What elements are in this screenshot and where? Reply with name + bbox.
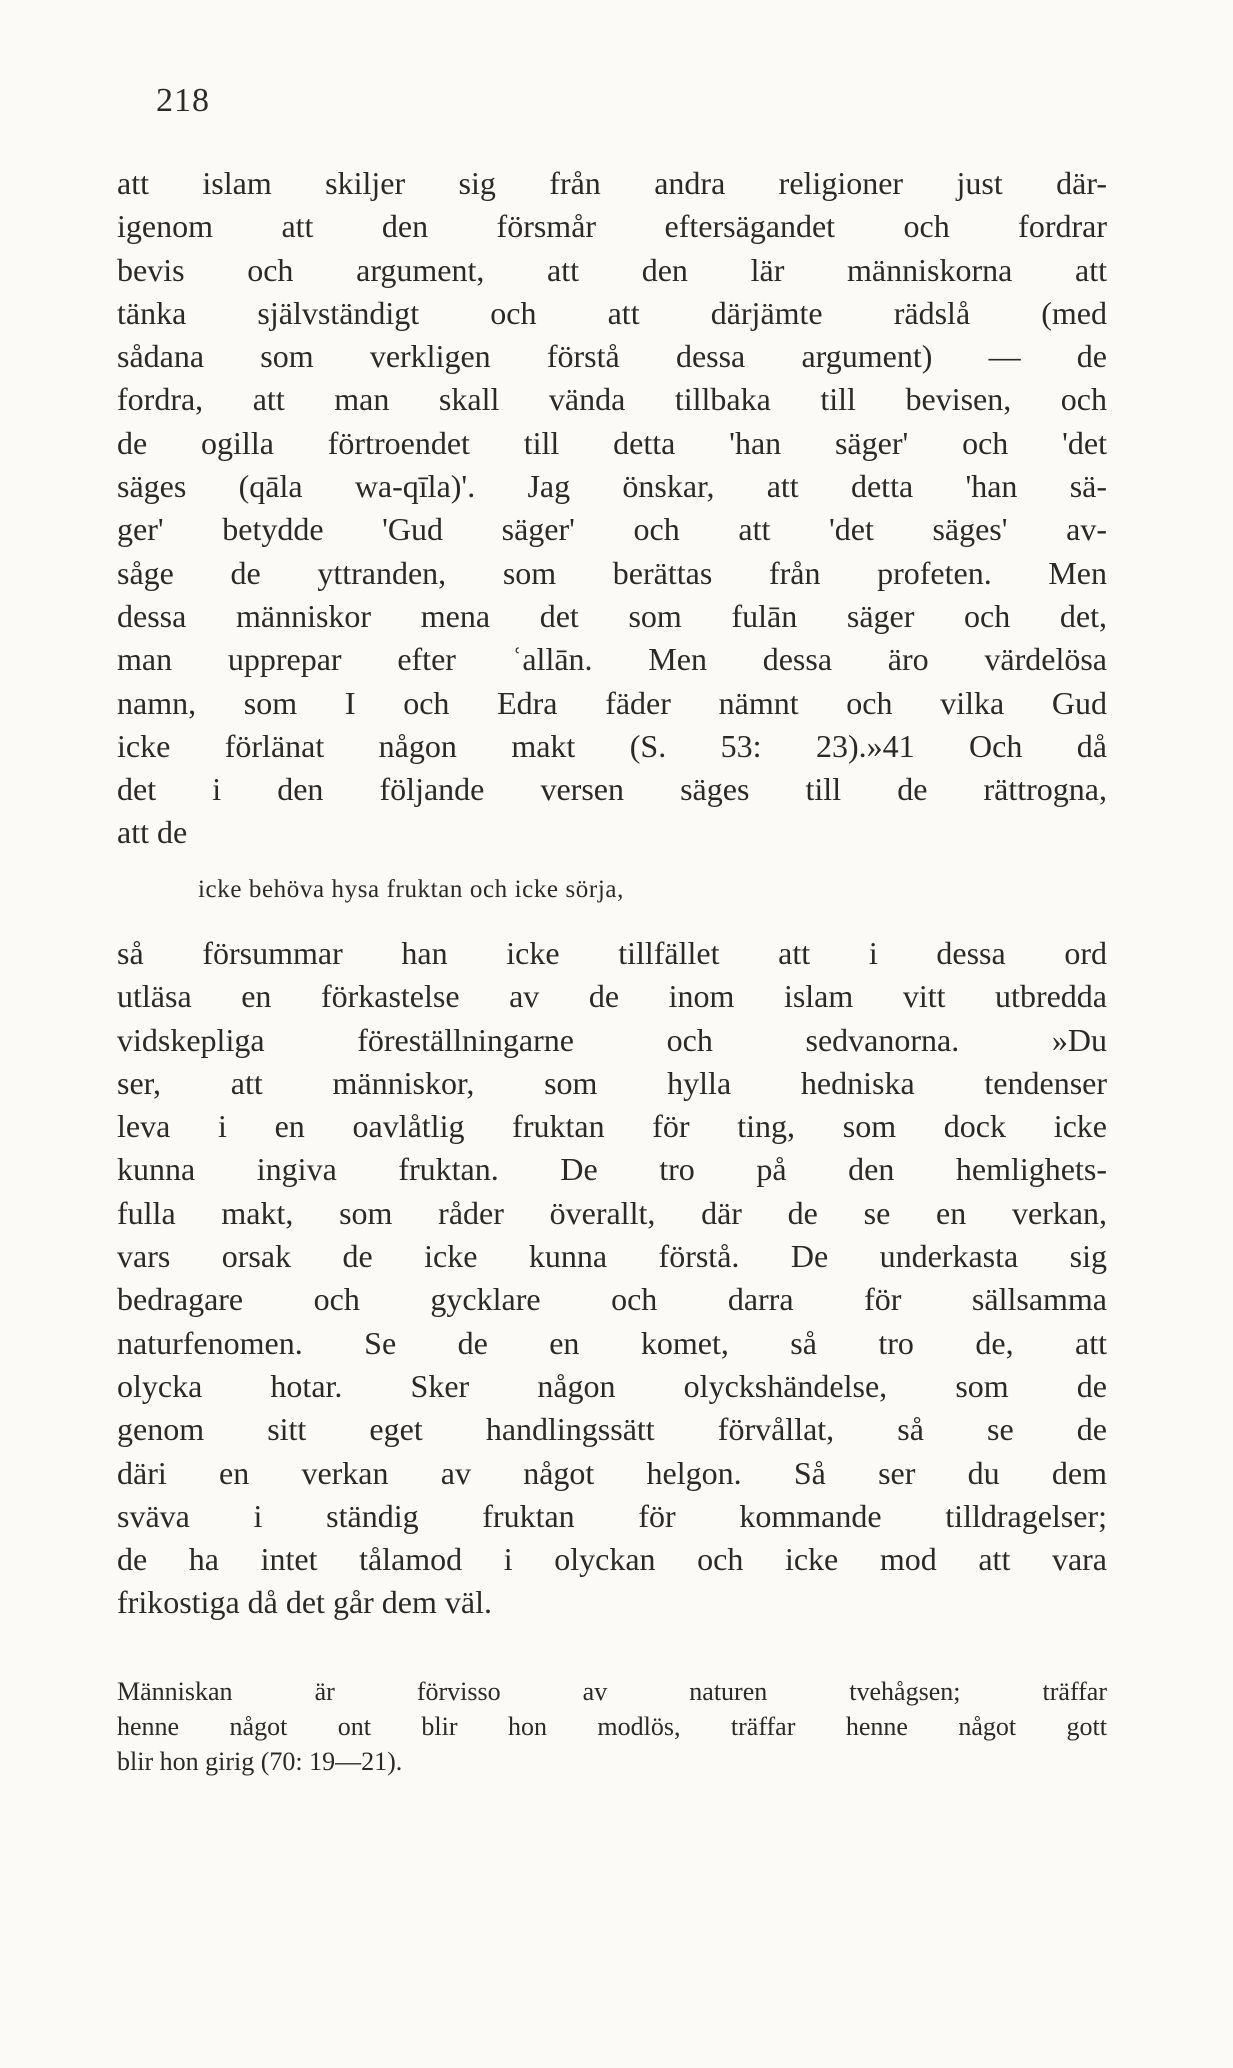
quote-line: henne något ont blir hon modlös, träffar henne något gott xyxy=(117,1712,1107,1741)
text-line: det i den följande versen säges till de rättrogna, xyxy=(117,771,1107,808)
paragraph-2 xyxy=(117,932,1107,1625)
text-line: vars orsak de icke kunna förstå. De underkasta sig xyxy=(117,1238,1107,1275)
quote-line: blir hon girig (70: 19—21). xyxy=(117,1747,403,1776)
text-line: kunna ingiva fruktan. De tro på den hemlighets- xyxy=(117,1151,1107,1188)
text-line: fordra, att man skall vända tillbaka till bevisen, och xyxy=(117,381,1107,418)
text-line: dessa människor mena det som fulān säger och det, xyxy=(117,597,1107,634)
text-line: icke förlänat någon makt (S. 53: 23).»41 Och då xyxy=(117,727,1107,764)
text-line: igenom att den försmår eftersägandet och fordrar xyxy=(117,208,1107,245)
text-line: genom sitt eget handlingssätt förvållat, så se de xyxy=(117,1411,1107,1448)
text-line: de ogilla förtroendet till detta 'han säger' och 'det xyxy=(117,424,1107,461)
text-line: utläsa en förkastelse av de inom islam vitt utbredda xyxy=(117,978,1107,1015)
quran-quote: icke behöva hysa fruktan och icke sörja, xyxy=(198,876,624,903)
text-line: namn, som I och Edra fäder nämnt och vilka Gud xyxy=(117,684,1107,721)
page-number: 218 xyxy=(156,82,210,119)
text-line: leva i en oavlåtlig fruktan för ting, som dock icke xyxy=(117,1108,1107,1145)
text-line: naturfenomen. Se de en komet, så tro de, att xyxy=(117,1324,1107,1361)
text-line: vidskepliga föreställningarne och sedvanorna. »Du xyxy=(117,1021,1107,1058)
text-line: fulla makt, som råder överallt, där de se en verkan, xyxy=(117,1194,1107,1231)
quote-line: Människan är förvisso av naturen tvehågsen; träffar xyxy=(117,1677,1107,1706)
text-line: bedragare och gycklare och darra för sällsamma xyxy=(117,1281,1107,1318)
text-line: de ha intet tålamod i olyckan och icke mod att vara xyxy=(117,1541,1107,1578)
text-line: ger' betydde 'Gud säger' och att 'det säges' av- xyxy=(117,511,1107,548)
text-line: sådana som verkligen förstå dessa argument) — de xyxy=(117,338,1107,375)
text-line: bevis och argument, att den lär människorna att xyxy=(117,251,1107,288)
text-line: att de xyxy=(117,814,188,851)
text-line: att islam skiljer sig från andra religioner just där- xyxy=(117,165,1107,201)
text-line: så försummar han icke tillfället att i dessa ord xyxy=(117,935,1107,971)
text-line: ser, att människor, som hylla hedniska tendenser xyxy=(117,1064,1107,1101)
text-line: däri en verkan av något helgon. Så ser du dem xyxy=(117,1454,1107,1491)
quran-quote-block xyxy=(117,1674,1107,1779)
text-line: frikostiga då det går dem väl. xyxy=(117,1584,492,1621)
text-line: sväva i ständig fruktan för kommande tilldragelser; xyxy=(117,1497,1107,1534)
text-line: olycka hotar. Sker någon olyckshändelse, som de xyxy=(117,1367,1107,1404)
text-line: man upprepar efter ʿallān. Men dessa äro värdelösa xyxy=(117,641,1107,678)
text-line: såge de yttranden, som berättas från profeten. Men xyxy=(117,554,1107,591)
paragraph-1 xyxy=(117,162,1107,855)
text-line: tänka självständigt och att därjämte rädslå (med xyxy=(117,294,1107,331)
text-line: säges (qāla wa-qīla)'. Jag önskar, att detta 'han sä- xyxy=(117,468,1107,505)
